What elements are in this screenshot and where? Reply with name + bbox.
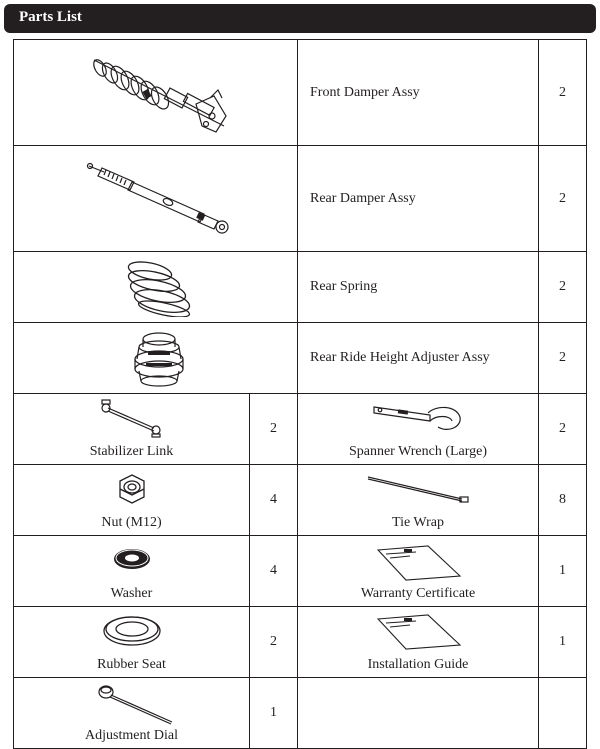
- table-row: [14, 465, 587, 536]
- part-image-cell: [14, 40, 298, 146]
- rear-spring-icon: [120, 259, 196, 317]
- part-cell: [298, 465, 539, 536]
- parts-table: [13, 39, 587, 749]
- part-quantity: 4: [250, 536, 298, 607]
- part-label: Installation Guide: [367, 657, 469, 672]
- part-label: Warranty Certificate: [360, 586, 476, 601]
- table-row: [14, 323, 587, 394]
- part-label: Rubber Seat: [97, 657, 166, 672]
- part-quantity: 1: [539, 607, 587, 678]
- table-row: [14, 607, 587, 678]
- ride-height-adjuster-icon: [126, 329, 192, 389]
- table-row: [14, 394, 587, 465]
- rubber-seat-icon: [102, 613, 162, 647]
- empty-quantity-cell: [539, 678, 587, 749]
- adjustment-dial-icon: [94, 682, 180, 726]
- part-label: Tie Wrap: [392, 515, 444, 530]
- part-label: Rear Damper Assy: [298, 146, 539, 252]
- part-label: Rear Spring: [298, 252, 539, 323]
- parts-list-header: [4, 4, 596, 33]
- part-quantity: 4: [250, 465, 298, 536]
- washer-icon: [112, 546, 152, 572]
- front-damper-icon: [84, 46, 234, 140]
- part-quantity: 8: [539, 465, 587, 536]
- installation-guide-icon: [376, 613, 462, 651]
- part-quantity: 2: [539, 146, 587, 252]
- part-quantity: 1: [250, 678, 298, 749]
- part-cell: [14, 607, 250, 678]
- part-label: Washer: [110, 586, 153, 601]
- table-row: [14, 536, 587, 607]
- tie-wrap-icon: [364, 473, 474, 507]
- part-label: Stabilizer Link: [89, 444, 174, 459]
- part-cell: [298, 536, 539, 607]
- stabilizer-link-icon: [98, 398, 164, 438]
- table-row: [14, 678, 587, 749]
- part-cell: [14, 394, 250, 465]
- part-quantity: 2: [539, 323, 587, 394]
- part-image-cell: [14, 146, 298, 252]
- part-quantity: 2: [539, 252, 587, 323]
- part-cell: [14, 536, 250, 607]
- part-quantity: 2: [250, 607, 298, 678]
- part-cell: [14, 465, 250, 536]
- page-title: Parts List: [19, 9, 82, 25]
- part-quantity: 1: [539, 536, 587, 607]
- part-cell: [14, 678, 250, 749]
- part-cell: [298, 607, 539, 678]
- spanner-wrench-icon: [370, 399, 466, 433]
- part-quantity: 2: [539, 40, 587, 146]
- part-cell: [298, 394, 539, 465]
- table-row: [14, 146, 587, 252]
- part-image-cell: [14, 323, 298, 394]
- part-label: Adjustment Dial: [85, 728, 178, 743]
- empty-cell: [298, 678, 539, 749]
- part-quantity: 2: [250, 394, 298, 465]
- nut-icon: [114, 473, 150, 505]
- part-image-cell: [14, 252, 298, 323]
- rear-damper-icon: [84, 158, 234, 242]
- part-label: Nut (M12): [101, 515, 162, 530]
- table-row: [14, 40, 587, 146]
- part-label: Rear Ride Height Adjuster Assy: [298, 323, 539, 394]
- part-quantity: 2: [539, 394, 587, 465]
- warranty-certificate-icon: [376, 544, 462, 582]
- part-label: Spanner Wrench (Large): [348, 444, 488, 459]
- table-row: [14, 252, 587, 323]
- part-label: Front Damper Assy: [298, 40, 539, 146]
